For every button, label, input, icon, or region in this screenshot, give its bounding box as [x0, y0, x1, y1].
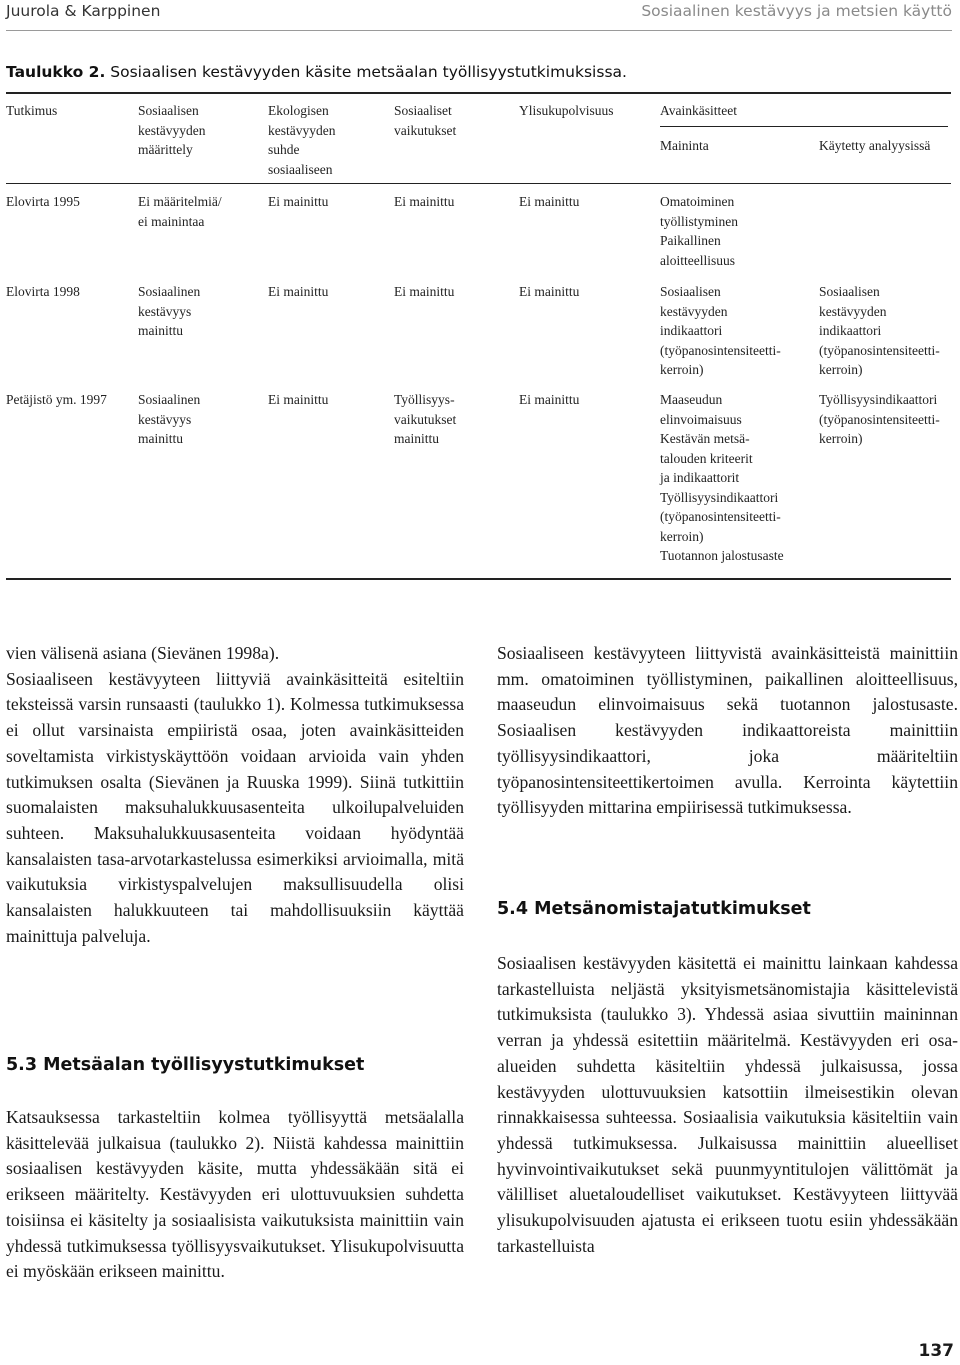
table-cell-line: sosiaaliseen [268, 161, 333, 177]
table-cell-line: kestävyyden [138, 122, 206, 138]
table-cell-line: Ei määritelmiä/ [138, 194, 222, 209]
table-cell-line: Ylisukupolvisuus [519, 103, 614, 118]
table-cell-line: talouden kriteerit [660, 450, 753, 466]
table-cell-line: Ei mainittu [519, 284, 580, 299]
section-heading-5-3: 5.3 Metsäalan työllisyystutkimukset [6, 1055, 365, 1075]
table-cell-vaikutukset [394, 192, 454, 212]
table-cell-tutkimus [6, 192, 80, 212]
table-caption-text: Sosiaalisen kestävyyden käsite metsäalan työllisyystutkimuksissa. [110, 63, 627, 81]
table-cell-line: kestävyyden [268, 122, 336, 138]
table-cell-ekologinen [268, 192, 328, 212]
table-cell-tutkimus [6, 101, 57, 121]
table-cell-line: Ei mainittu [394, 194, 455, 209]
table-cell-line: Paikallinen [660, 233, 721, 248]
table-cell-line: suhde [268, 142, 300, 157]
table-cell-line: Elovirta 1998 [6, 284, 80, 299]
table-cell-maarittely [138, 390, 200, 449]
right-paragraph-1: Sosiaaliseen kestävyyteen liittyvistä avainkäsitteistä mainittiin mm. omatoiminen työllistyminen, paikallinen aloitteellisuus, maaseudun elinvoimaisuus sekä tuotannon jalostusaste. Sosiaalisen kestävyyden indikaattoreista mainittiin työllisyysindikaattori, joka määriteltiin työpanosintensiteettikertoimen avulla. Kerrointa käytettiin työllisyyden mittarina empiirisessä tutkimuksessa. [497, 643, 958, 818]
table-cell-vaikutukset [394, 101, 456, 140]
table-cell-line: ei mainintaa [138, 213, 205, 229]
table-cell-line: kestävyyden [819, 303, 887, 319]
table-cell-kaytetty [819, 390, 940, 449]
table-cell-line: (työpanosintensiteetti- [819, 342, 940, 358]
table-cell-ylisukupolvisuus [519, 390, 579, 410]
table-cell-tutkimus [6, 390, 107, 410]
table-cell-line: Sosiaalinen [138, 284, 201, 299]
table-cell-line: Ei mainittu [268, 284, 329, 299]
table-cell-line: kerroin) [819, 431, 863, 446]
right-paragraph-2: Sosiaalisen kestävyyden käsitettä ei mainittu lainkaan kahdessa tarkastelluista neljästä yksityismetsänomistajia käsittelevistä tutkimuksista (taulukko 3). Yhdessä asiaa sivuttiin maininnan verran ja yhdessä esitettiin määritelmä. Kestävyyden eri osa-alueiden suhdetta käsiteltiin yhdessä julkaisussa, jossa kestävyyden ulottuvuuksien katsottiin ilmeisestikin olevan rinnakkaisessa suhteessa. Sosiaalisia vaikutuksia käsiteltiin vain yhdessä tutkimuksessa. Julkaisussa mainittiin alueelliset hyvinvointivaikutukset sekä puunmyyntitulojen välittömät ja välilliset aluetaloudelliset vaikutukset. Kestävyyteen liittyvää ylisukupolvisuuden ajatusta ei erikseen tuotu esiin yhdessäkään tarkastelluista [497, 953, 958, 1256]
table-bottom-rule [6, 578, 951, 580]
table-cell-line: Tutkimus [6, 103, 58, 118]
table-cell-ekologinen [268, 390, 328, 410]
table-cell-kaytetty [819, 136, 930, 156]
table-cell-line: (työpanosintensiteetti- [819, 411, 940, 427]
table-cell-line: määrittely [138, 142, 193, 157]
table-cell-line: ja indikaattorit [660, 470, 740, 485]
table-cell-maininta [660, 136, 709, 156]
table-cell-line: (työpanosintensiteetti- [660, 342, 781, 358]
table-cell-maarittely [138, 282, 200, 341]
table-cell-line: Omatoiminen [660, 194, 735, 209]
table-cell-ylisukupolvisuus [519, 282, 579, 302]
table-cell-line: Sosiaalisen [819, 284, 880, 299]
left-column-text [6, 641, 464, 949]
table-cell-maarittely [138, 192, 222, 231]
table-cell-line: indikaattori [660, 323, 723, 338]
page-number: 137 [918, 1341, 954, 1361]
table-cell-line: (työpanosintensiteetti- [660, 509, 781, 524]
table-cell-line: Elovirta 1995 [6, 194, 80, 209]
table-cell-maarittely [138, 101, 205, 160]
left-paragraph-2: Sosiaaliseen kestävyyteen liittyviä avainkäsitteitä esiteltiin teksteissä varsin runsaasti (taulukko 1). Kolmessa tutkimuksessa ei ollut varsinaista empiiristä osaa, joten avainkäsitteiden soveltamista virkistyskäyttöön voidaan arvioida vain yhden tutkimuksen osalta (Sievänen ja Ruuska 1999). Siinä tutkittiin suomalaisten maksuhalukkuusasenteita ulkoilupalveluiden suhteen. Maksuhalukkuusasenteita voidaan hyödyntää kansalaisten tasa-arvotarkastelussa esimerkiksi arvioimalla, mitä vaikutuksia virkistyspalvelujen maksullisuudella olisi kansalaisten halukkuuteen tai mahdollisuuksiin käyttää mainittuja palveluja. [6, 668, 464, 946]
table-cell-avainkasitteet [660, 101, 737, 121]
table-cell-line: Ei mainittu [519, 194, 580, 209]
table-cell-line: kestävyyden [660, 303, 728, 319]
table-cell-line: Ei mainittu [519, 392, 580, 407]
table-cell-line: Työllisyysindikaattori [819, 392, 938, 407]
table-cell-line: kerroin) [819, 362, 863, 377]
table-cell-line: aloitteellisuus [660, 252, 735, 268]
table-cell-line: Työllisyys- [394, 392, 455, 407]
table-cell-line: Ekologisen [268, 103, 329, 118]
table-cell-vaikutukset [394, 390, 456, 449]
table-cell-line: kestävyys [138, 303, 192, 319]
table-top-rule [6, 92, 951, 94]
table-cell-line: Sosiaalisen [138, 103, 199, 118]
right-column-text-2 [497, 951, 958, 1259]
table-cell-line: indikaattori [819, 323, 882, 338]
table-cell-line: Ei mainittu [268, 392, 329, 407]
table-cell-line: Maininta [660, 138, 709, 153]
right-column-text [497, 641, 958, 821]
left-paragraph-3: Katsauksessa tarkasteltiin kolmea työllisyyttä metsäalalla käsittelevää julkaisua (taulukko 2). Niistä kahdessa mainittiin sosiaalisen kestävyyden käsite, mutta yhdessäkään sitä ei erikseen määritelty. Kestävyyden eri ulottuvuuksien suhdetta toisiinsa ei käsitelty ja sosiaalisista vaikutuksista mainittiin vain yhdessä tutkimuksessa työllisyysvaikutukset. Ylisukupolvisuutta ei myöskään erikseen mainittu. [6, 1107, 464, 1282]
table-cell-ekologinen [268, 101, 335, 179]
table-cell-line: mainittu [394, 431, 439, 446]
table-cell-line: Kestävän metsä- [660, 431, 750, 446]
table-cell-line: kerroin) [660, 528, 704, 544]
table-caption-label: Taulukko 2. [6, 63, 106, 81]
table-subheader-rule [660, 126, 948, 127]
left-paragraph-1: vien välisenä asiana (Sievänen 1998a). [6, 643, 280, 663]
table-cell-line: vaikutukset [394, 411, 457, 427]
left-column-text-2 [6, 1105, 464, 1285]
table-cell-line: kestävyys [138, 411, 192, 427]
table-cell-maininta [660, 192, 738, 270]
table-cell-line: Ei mainittu [394, 284, 455, 299]
table-cell-line: Ei mainittu [268, 194, 329, 209]
table-caption [6, 63, 627, 81]
table-cell-line: mainittu [138, 323, 183, 338]
running-header [6, 0, 952, 31]
table-header-rule [6, 183, 951, 184]
table-cell-maininta [660, 390, 784, 566]
table-cell-line: työllistyminen [660, 213, 739, 229]
table-cell-line: Sosiaaliset [394, 103, 452, 118]
table-cell-line: Avainkäsitteet [660, 103, 737, 118]
section-heading-5-4: 5.4 Metsänomistajatutkimukset [497, 899, 811, 919]
table-cell-tutkimus [6, 282, 80, 302]
table-cell-line: Työllisyysindikaattori [660, 489, 779, 505]
table-cell-kaytetty [819, 282, 940, 380]
running-header-authors: Juurola & Karppinen [6, 2, 161, 20]
table-cell-line: Tuotannon jalostusaste [660, 548, 784, 563]
table-cell-vaikutukset [394, 282, 454, 302]
table-cell-line: mainittu [138, 431, 183, 446]
table-cell-line: Maaseudun [660, 392, 723, 407]
table-cell-ylisukupolvisuus [519, 101, 614, 121]
table-cell-line: Sosiaalisen [660, 284, 721, 299]
table-cell-line: Sosiaalinen [138, 392, 201, 407]
table-cell-line: Petäjistö ym. 1997 [6, 392, 107, 407]
table-cell-line: kerroin) [660, 362, 704, 377]
table-cell-ekologinen [268, 282, 328, 302]
table-cell-line: elinvoimaisuus [660, 411, 742, 427]
running-header-title: Sosiaalinen kestävyys ja metsien käyttö [641, 2, 952, 20]
table-cell-line: Käytetty analyysissä [819, 138, 931, 153]
table-cell-maininta [660, 282, 781, 380]
table-cell-line: vaikutukset [394, 122, 457, 138]
table-cell-ylisukupolvisuus [519, 192, 579, 212]
